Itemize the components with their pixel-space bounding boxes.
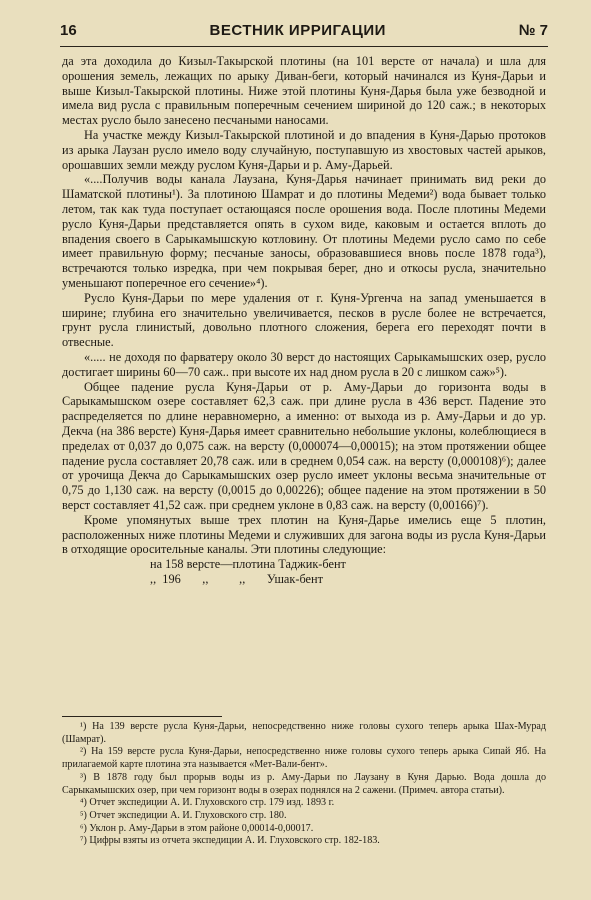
paragraph: Русло Куня-Дарьи по мере удаления от г. Куня-Ургенча на запад уменьшается в ширине; глубина его значительно увеличивается, песков в русле более не встречается, грунт русла глинистый, довольно плотного сложения, берега его переходят почти в отвесные. bbox=[62, 290, 546, 350]
journal-title: ВЕСТНИК ИРРИГАЦИИ bbox=[209, 22, 386, 39]
footnote: ²) На 159 версте русла Куня-Дарьи, непосредственно ниже головы сухого теперь арыка Сипай Яб. На прилагаемой карте плотина эта называется «Мет-Вали-бент». bbox=[62, 746, 546, 771]
dam-list-item: ,, 196 ,, ,, Ушак-бент bbox=[150, 571, 323, 586]
paragraph: да эта доходила до Кизыл-Такырской плотины (на 101 версте от начала) и шла для орошения земель, лежащих по арыку Диван-беги, который начинался из Куня-Дарьи и выше Кизыл-Такырской плотины. Ниже этой плотины Куня-Дарья была уже безводной и имела вид русла с правильным поперечным сечением шириной до 120 саж.; в некоторых местах русло было занесено песчаными наносами. bbox=[62, 54, 546, 128]
footnote: ¹) На 139 версте русла Куня-Дарьи, непосредственно ниже головы сухого теперь арыка Шах-Мурад (Шамрат). bbox=[62, 721, 546, 745]
quote-paragraph: «..... не доходя по фарватеру около 30 верст до настоящих Сарыкамышских озер, русло достигает ширины 60—70 саж.. при высоте их над дном русла в 20 с лишком саж»⁵). bbox=[62, 349, 546, 379]
article-body bbox=[62, 54, 546, 587]
paragraph: Кроме упомянутых выше трех плотин на Куня-Дарье имелись еще 5 плотин, расположенных ниже плотины Медеми и служивших для загона воды из русла Куня-Дарьи в отходящие оросительные каналы. Эти плотины следующие: bbox=[62, 512, 546, 557]
footnote: ⁵) Отчет экспедиции А. И. Глуховского стр. 180. bbox=[80, 809, 287, 821]
running-header bbox=[60, 22, 548, 46]
paragraph: На участке между Кизыл-Такырской плотиной и до впадения в Куня-Дарью протоков из арыка Лаузан русло имело воду случайную, поступавшую из хвостовых частей арыков, орошавших земли между руслом Куня-Дарьи и р. Аму-Дарьей. bbox=[62, 127, 546, 172]
quote-paragraph: «....Получив воды канала Лаузана, Куня-Дарья начинает принимать вид реки до Шаматской плотины¹). За плотиною Шамрат и до плотины Медеми²) вода бывает только летом, так как туда поступает остающаяся после орошения вода. После плотины Медеми русло Куня-Дарьи представляется опять в сухом виде, каковым и остается вплоть до впадения своего в Сарыкамышскую котловину. От плотины Медеми русло само по себе имеет правильную форму; песчаные заносы, образовавшиеся вновь после 1878 года³), встречаются только изредка, при чем покрывая берег, дно и откосы русла, значительно уменьшают поперечное его сечение»⁴). bbox=[62, 172, 546, 290]
dam-list-item: на 158 версте—плотина Таджик-бент bbox=[150, 557, 346, 572]
footnote: ⁴) Отчет экспедиции А. И. Глуховского стр. 179 изд. 1893 г. bbox=[80, 797, 335, 809]
footnote-rule bbox=[62, 716, 222, 717]
footnote: ⁶) Уклон р. Аму-Дарьи в этом районе 0,00014-0,00017. bbox=[80, 822, 314, 834]
issue-number: № 7 bbox=[518, 22, 548, 39]
footnote: ³) В 1878 году был прорыв воды из р. Аму-Дарьи по Лаузану в Куня Дарью. Вода дошла до Сарыкамышских озер, при чем горизонт воды в озерах поднялся на 2 сажени. (Примеч. автора статьи). bbox=[62, 771, 546, 796]
paragraph: Общее падение русла Куня-Дарьи от р. Аму-Дарьи до горизонта воды в Сарыкамышском озере составляет 62,3 саж. при длине русла в 436 верст. Падение это распределяется по длине неравномерно, а именно: от выхода из р. Аму-Дарьи и до ур. Декча (на 386 версте) Куня-Дарья имеет сравнительно небольшие уклоны, колеблющиеся в пределах от 0,037 до 0,075 саж. на версту (0,000074—0,00015); на этом протяжении общее падение русла составляет 20,78 саж. или в среднем 0,054 саж. на версту (0,000108)⁶); далее от урочища Декча до Сарыкамышских озер русло имеет уклоны весьма значительные от 0,75 до 1,130 саж. на версту (0,0015 до 0,00226); общее падение на этом протяжении в 50 верст составляет 41,52 саж. при среднем уклоне в 0,83 саж. на версту (0,00166)⁷). bbox=[62, 379, 546, 512]
page-number: 16 bbox=[60, 22, 77, 39]
footnote: ⁷) Цифры взяты из отчета экспедиции А. И. Глуховского стр. 182-183. bbox=[80, 835, 380, 847]
header-rule bbox=[60, 46, 548, 47]
footnotes bbox=[62, 721, 546, 848]
